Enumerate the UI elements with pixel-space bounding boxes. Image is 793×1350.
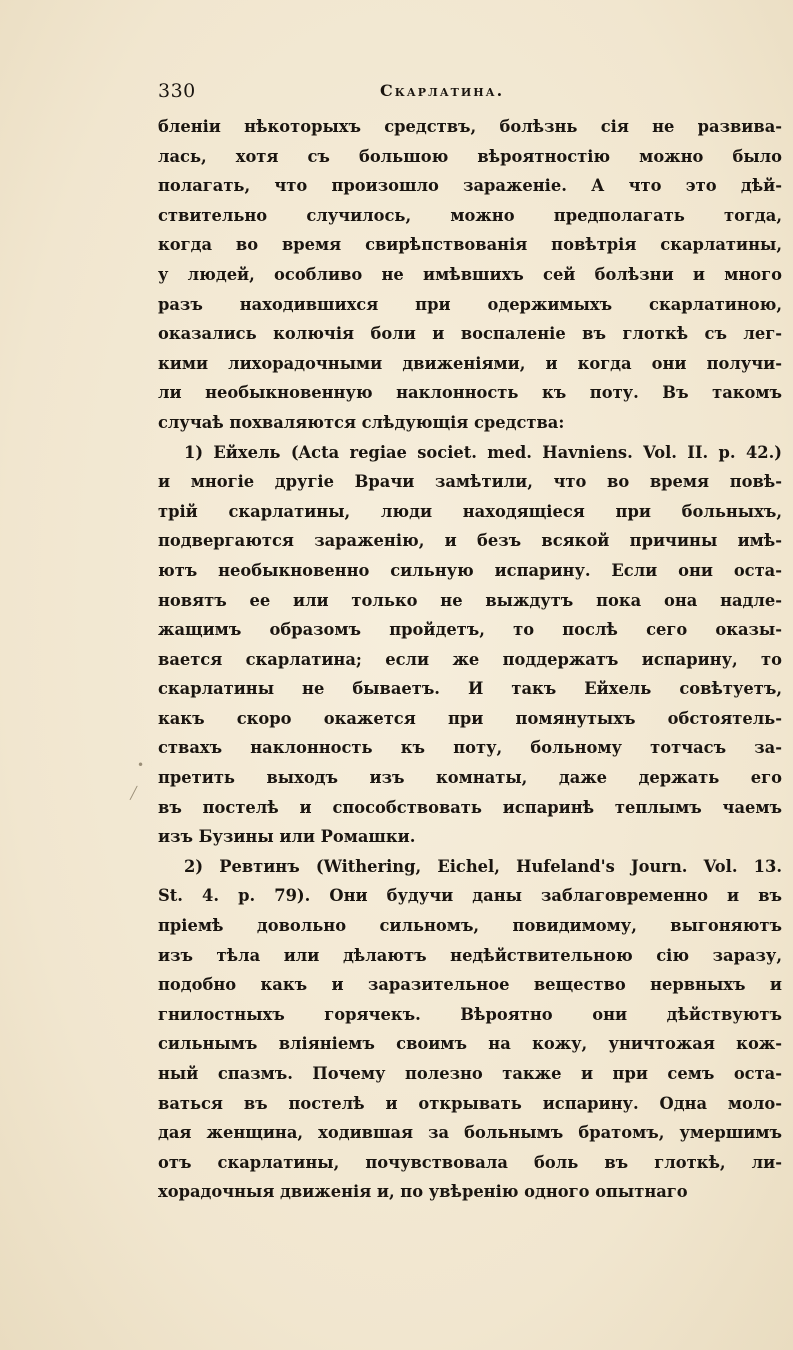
text-line: пріемѣ довольно сильномъ, повидимому, выгоняютъ bbox=[158, 916, 782, 936]
text-line: ный спазмъ. Почему полезно также и при семъ оста- bbox=[158, 1064, 782, 1083]
text-line: изъ тѣла или дѣлаютъ недѣйствительною сію заразу, bbox=[158, 945, 782, 965]
text-line: и многіе другіе Врачи замѣтили, что во время повѣ- bbox=[158, 472, 782, 492]
text-line: случаѣ похваляются слѣдующія средства: bbox=[158, 412, 565, 432]
page-number: 330 bbox=[158, 80, 196, 102]
text-line: хорадочныя движенія и, по увѣренію одного опытнаго bbox=[158, 1182, 688, 1202]
text-line: сильнымъ вліяніемъ своимъ на кожу, уничтожая кож- bbox=[158, 1034, 782, 1054]
text-line: отъ скарлатины, почувствовала боль въ глоткѣ, ли- bbox=[158, 1152, 782, 1172]
text-line: ствахъ наклонность къ поту, больному тотчасъ за- bbox=[158, 738, 782, 758]
text-line: ютъ необыкновенно сильную испарину. Если они оста- bbox=[158, 560, 782, 580]
page-header bbox=[158, 80, 780, 104]
text-line: ваться въ постелѣ и открывать испарину. Одна моло- bbox=[158, 1093, 782, 1113]
text-line: ствительно случилось, можно предполагать тогда, bbox=[158, 205, 782, 225]
text-line: полагать, что произошло зараженіе. А что это дѣй- bbox=[158, 176, 782, 196]
text-line: изъ Бузины или Ромашки. bbox=[158, 827, 416, 847]
text-line: ли необыкновенную наклонность къ поту. Въ такомъ bbox=[158, 383, 782, 403]
text-line: лась, хотя съ большою вѣроятностію можно было bbox=[158, 146, 782, 166]
body-text bbox=[158, 112, 782, 1207]
text-line: оказались колючія боли и воспаленіе въ глоткѣ съ лег- bbox=[158, 324, 782, 344]
margin-speck: • bbox=[137, 758, 145, 772]
text-line: подобно какъ и заразительное вещество нервныхъ и bbox=[158, 975, 782, 995]
margin-pencil-mark: ╱ bbox=[130, 786, 138, 800]
text-line: St. 4. p. 79). Они будучи даны заблаговременно и въ bbox=[158, 886, 782, 906]
text-line: гнилостныхъ горячекъ. Вѣроятно они дѣйствуютъ bbox=[158, 1004, 782, 1024]
text-line: дая женщина, ходившая за больнымъ братомъ, умершимъ bbox=[158, 1123, 782, 1143]
text-line: когда во время свирѣпствованія повѣтрія скарлатины, bbox=[158, 235, 782, 255]
running-title: Скарлатина. bbox=[380, 81, 505, 100]
text-line: бленіи нѣкоторыхъ средствъ, болѣзнь сія не развива- bbox=[158, 117, 782, 136]
text-line: новятъ ее или только не выждутъ пока она надле- bbox=[158, 590, 782, 610]
text-line: претить выходъ изъ комнаты, даже держать его bbox=[158, 768, 782, 788]
text-line: трій скарлатины, люди находящіеся при больныхъ, bbox=[158, 501, 782, 521]
text-line: въ постелѣ и способствовать испаринѣ теплымъ чаемъ bbox=[158, 797, 782, 817]
text-line: подвергаются зараженію, и безъ всякой причины имѣ- bbox=[158, 531, 782, 551]
text-line: вается скарлатина; если же поддержатъ испарину, то bbox=[158, 649, 782, 669]
text-line: 2) Ревтинъ (Withering, Eichel, Hufeland's Journ. Vol. 13. bbox=[184, 856, 782, 876]
text-line: 1) Ейхель (Acta regiae societ. med. Havniens. Vol. II. p. 42.) bbox=[184, 442, 782, 462]
text-line: у людей, особливо не имѣвшихъ сей болѣзни и много bbox=[158, 264, 782, 284]
text-line: жащимъ образомъ пройдетъ, то послѣ сего оказы- bbox=[158, 620, 782, 640]
text-line: кими лихорадочными движеніями, и когда они получи- bbox=[158, 353, 782, 373]
text-line: разъ находившихся при одержимыхъ скарлатиною, bbox=[158, 294, 782, 314]
text-line: скарлатины не бываетъ. И такъ Ейхель совѣтуетъ, bbox=[158, 679, 782, 699]
text-line: какъ скоро окажется при помянутыхъ обстоятель- bbox=[158, 708, 782, 728]
